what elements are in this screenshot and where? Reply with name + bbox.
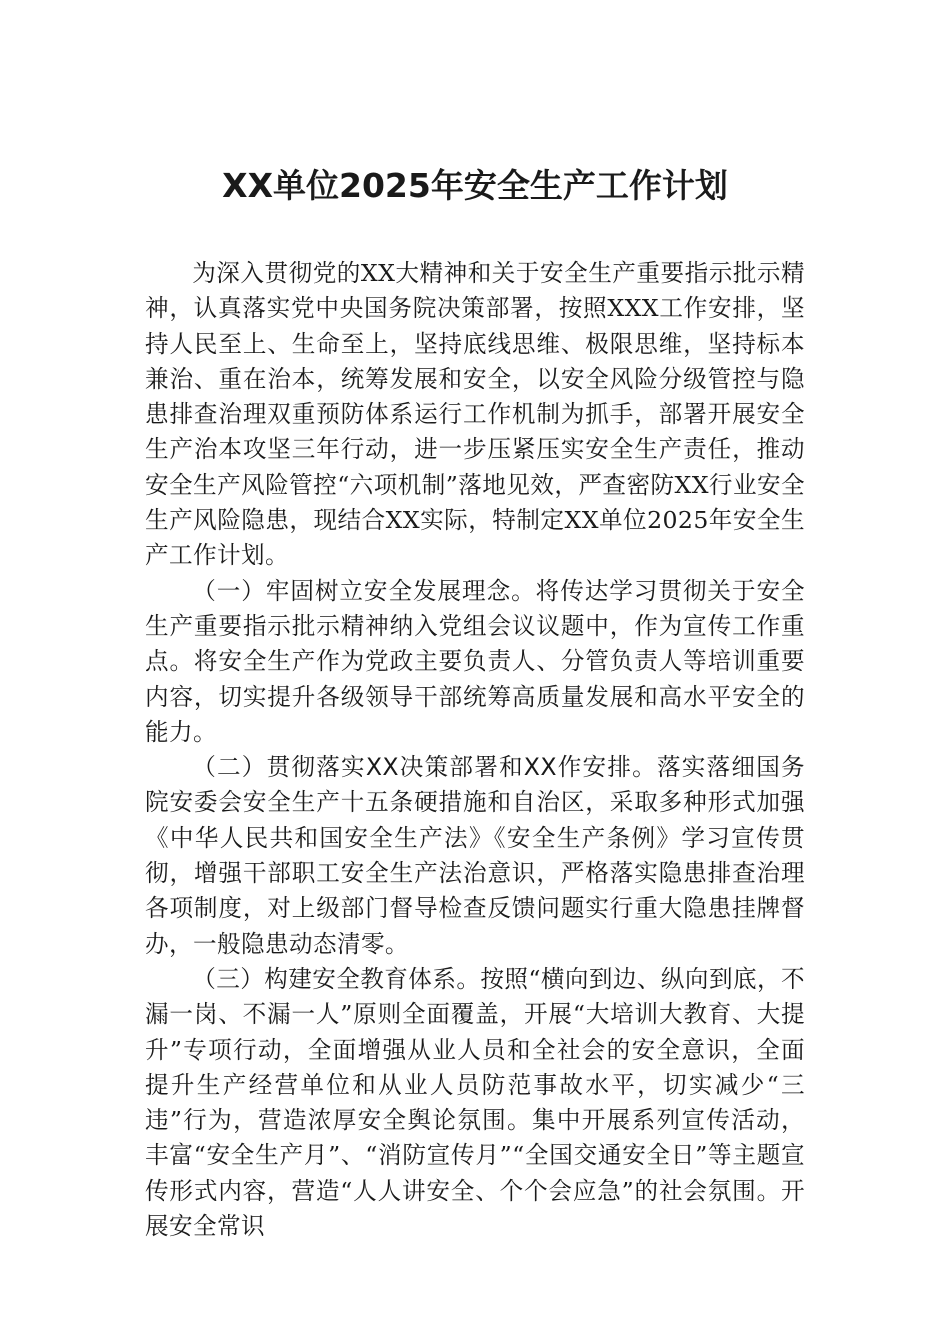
section-2-text: 落实落细国务院安委会安全生产十五条硬措施和自治区，采取多种形式加强《中华人民共和国安全生产法》《安全生产条例》学习宣传贯彻，增强干部职工安全生产法治意识，严格落实隐患排查治理各项制度，对上级部门督导检查反馈问题实行重大隐患挂牌督办，一般隐患动态清零。 bbox=[145, 753, 805, 958]
document-body bbox=[145, 256, 805, 1244]
section-1-heading: （一）牢固树立安全发展理念。 bbox=[192, 576, 536, 605]
section-3-paragraph bbox=[145, 962, 805, 1244]
section-2-heading: （二）贯彻落实XX决策部署和XX作安排。 bbox=[192, 753, 657, 782]
document-title: XX单位2025年安全生产工作计划 bbox=[222, 166, 728, 205]
section-2-paragraph bbox=[145, 750, 805, 962]
section-1-text: 将传达学习贯彻关于安全生产重要指示批示精神纳入党组会议议题中，作为宣传工作重点。将安全生产作为党政主要负责人、分管负责人等培训重要内容，切实提升各级领导干部统筹高质量发展和高水平安全的能力。 bbox=[145, 576, 805, 746]
section-1-paragraph bbox=[145, 574, 805, 750]
intro-paragraph bbox=[145, 256, 805, 574]
section-3-text: 按照“横向到边、纵向到底，不漏一岗、不漏一人”原则全面覆盖，开展“大培训大教育、大提升”专项行动，全面增强从业人员和全社会的安全意识，全面提升生产经营单位和从业人员防范事故水平，切实减少“三违”行为，营造浓厚安全舆论氛围。集中开展系列宣传活动，丰富“安全生产月”、“消防宣传月”“全国交通安全日”等主题宣传形式内容，营造“人人讲安全、个个会应急”的社会氛围。开展安全常识 bbox=[145, 964, 805, 1241]
section-3-heading: （三）构建安全教育体系。 bbox=[192, 964, 481, 993]
paragraph-text: 为深入贯彻党的XX大精神和关于安全生产重要指示批示精神，认真落实党中央国务院决策部署，按照XXX工作安排，坚持人民至上、生命至上，坚持底线思维、极限思维，坚持标本兼治、重在治本，统筹发展和安全，以安全风险分级管控与隐患排查治理双重预防体系运行工作机制为抓手，部署开展安全生产治本攻坚三年行动，进一步压紧压实安全生产责任，推动安全生产风险管控“六项机制”落地见效，严查密防XX行业安全生产风险隐患，现结合XX实际，特制定XX单位2025年安全生产工作计划。 bbox=[145, 259, 805, 570]
